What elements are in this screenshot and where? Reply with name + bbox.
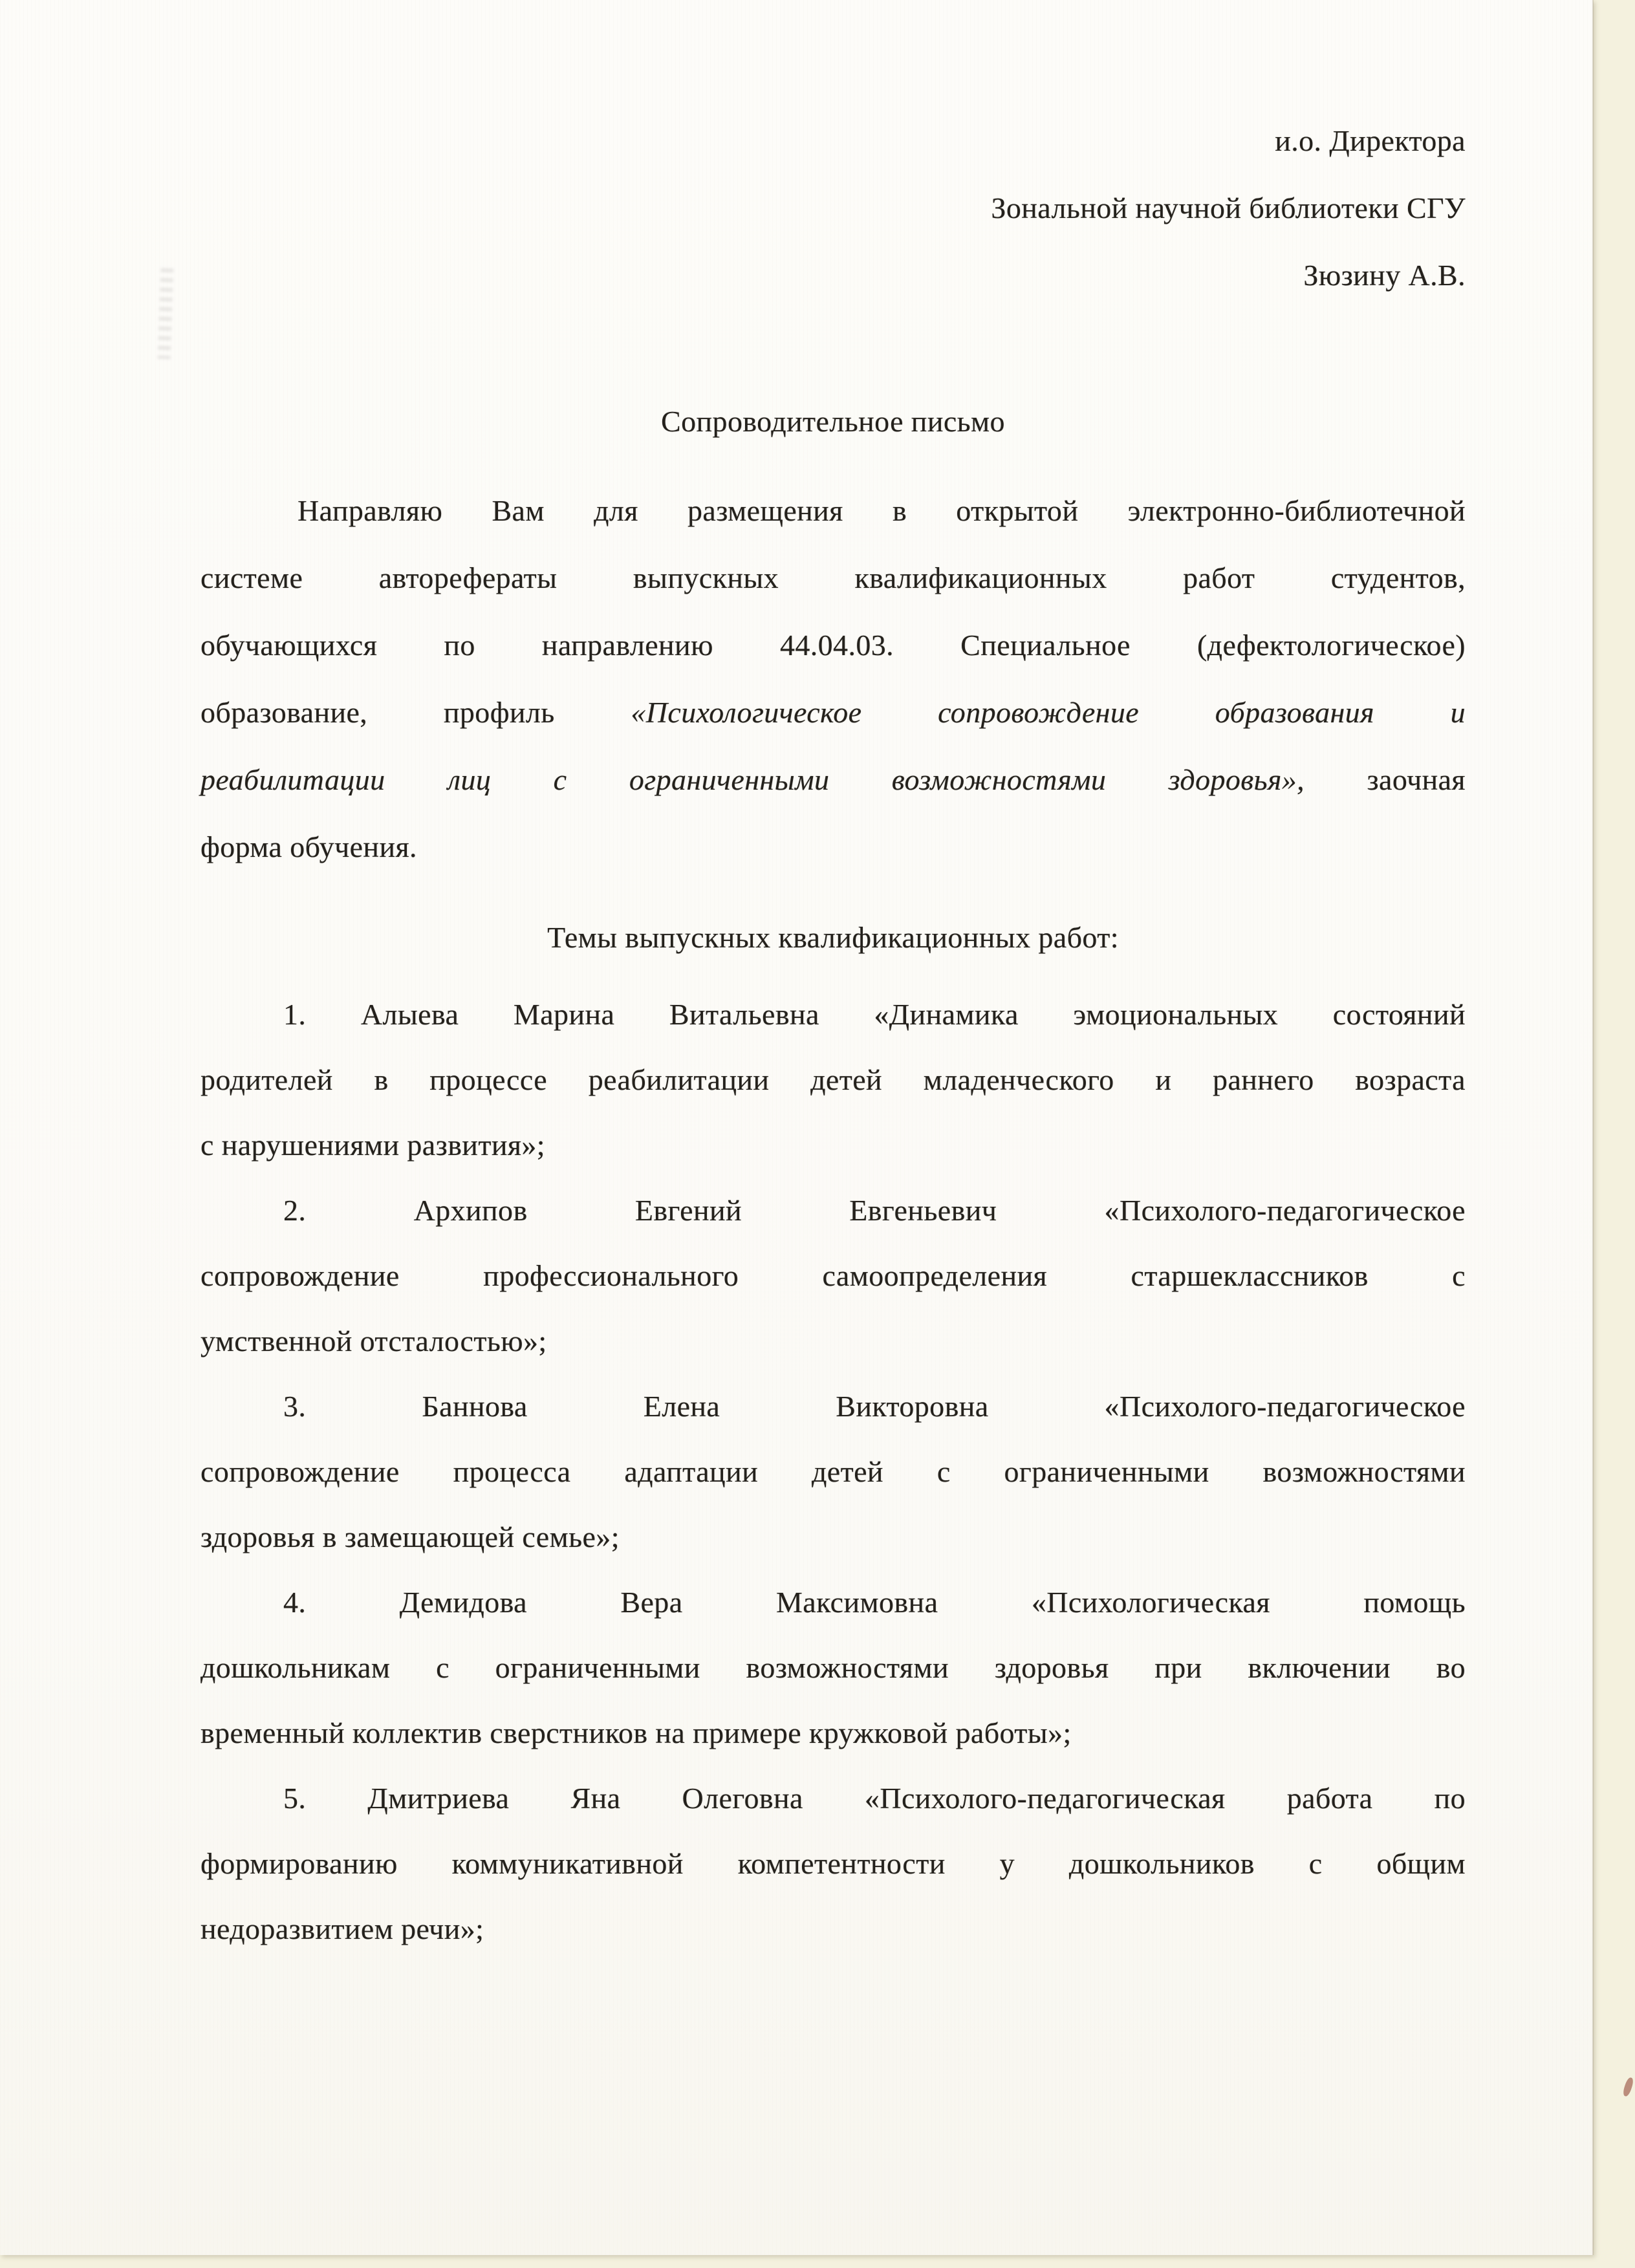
work-item-1-line-3: с нарушениями развития»; — [200, 1129, 545, 1161]
intro-line-3: обучающихся по направлению 44.04.03. Специальное (дефектологическое) — [200, 629, 1466, 662]
work-item-5-line-3: недоразвитием речи»; — [200, 1912, 484, 1945]
recipient-block — [200, 107, 1466, 309]
intro-line-6: форма обучения. — [200, 830, 417, 863]
work-item-5-line-1: 5. Дмитриева Яна Олеговна «Психолого-педагогическая работа по — [283, 1782, 1466, 1815]
works-list — [200, 982, 1466, 1961]
work-item-1-line-2: родителей в процессе реабилитации детей младенческого и раннего возраста — [200, 1063, 1466, 1096]
letter-title: Сопроводительное письмо — [661, 405, 1005, 438]
intro-line-4-regular: образование, профиль — [200, 696, 631, 729]
intro-line-5 — [200, 746, 1466, 814]
work-item-4-line-3: временный коллектив сверстников на примере кружковой работы»; — [200, 1716, 1072, 1749]
work-item-2 — [200, 1178, 1466, 1374]
work-item-3-line-3: здоровья в замещающей семье»; — [200, 1520, 620, 1553]
intro-paragraph — [200, 477, 1466, 881]
recipient-line-3: Зюзину А.В. — [1303, 259, 1466, 292]
intro-line-1: Направляю Вам для размещения в открытой электронно-библиотечной — [298, 494, 1466, 527]
work-item-3-line-1: 3. Баннова Елена Викторовна «Психолого-педагогическое — [283, 1390, 1466, 1423]
intro-line-4 — [200, 679, 1466, 746]
work-item-1 — [200, 982, 1466, 1178]
profile-title-italic: «Психологическое сопровождение образования и — [631, 696, 1466, 729]
work-item-2-line-1: 2. Архипов Евгений Евгеньевич «Психолого-педагогическое — [283, 1194, 1466, 1227]
work-item-4-line-1: 4. Демидова Вера Максимовна «Психологическая помощь — [283, 1586, 1466, 1619]
work-item-1-line-1: 1. Алыева Марина Витальевна «Динамика эмоциональных состояний — [283, 998, 1466, 1031]
work-item-2-line-2: сопровождение профессионального самоопределения старшеклассников с — [200, 1259, 1466, 1292]
work-item-3-line-2: сопровождение процесса адаптации детей с ограниченными возможностями — [200, 1455, 1466, 1488]
recipient-line-1: и.о. Директора — [1275, 124, 1466, 157]
intro-line-5-regular: заочная — [1305, 763, 1466, 796]
work-item-4-line-2: дошкольникам с ограниченными возможностями здоровья при включении во — [200, 1651, 1466, 1684]
profile-title-italic-continued: реабилитации лиц с ограниченными возможностями здоровья», — [200, 763, 1305, 796]
intro-line-2: системе авторефераты выпускных квалификационных работ студентов, — [200, 561, 1466, 594]
work-item-5 — [200, 1766, 1466, 1961]
works-list-heading: Темы выпускных квалификационных работ: — [547, 921, 1119, 954]
recipient-line-2: Зональной научной библиотеки СГУ — [991, 191, 1466, 224]
work-item-2-line-3: умственной отсталостью»; — [200, 1324, 547, 1357]
work-item-3 — [200, 1374, 1466, 1570]
work-item-5-line-2: формированию коммуникативной компетентности у дошкольников с общим — [200, 1847, 1466, 1880]
work-item-4 — [200, 1570, 1466, 1766]
